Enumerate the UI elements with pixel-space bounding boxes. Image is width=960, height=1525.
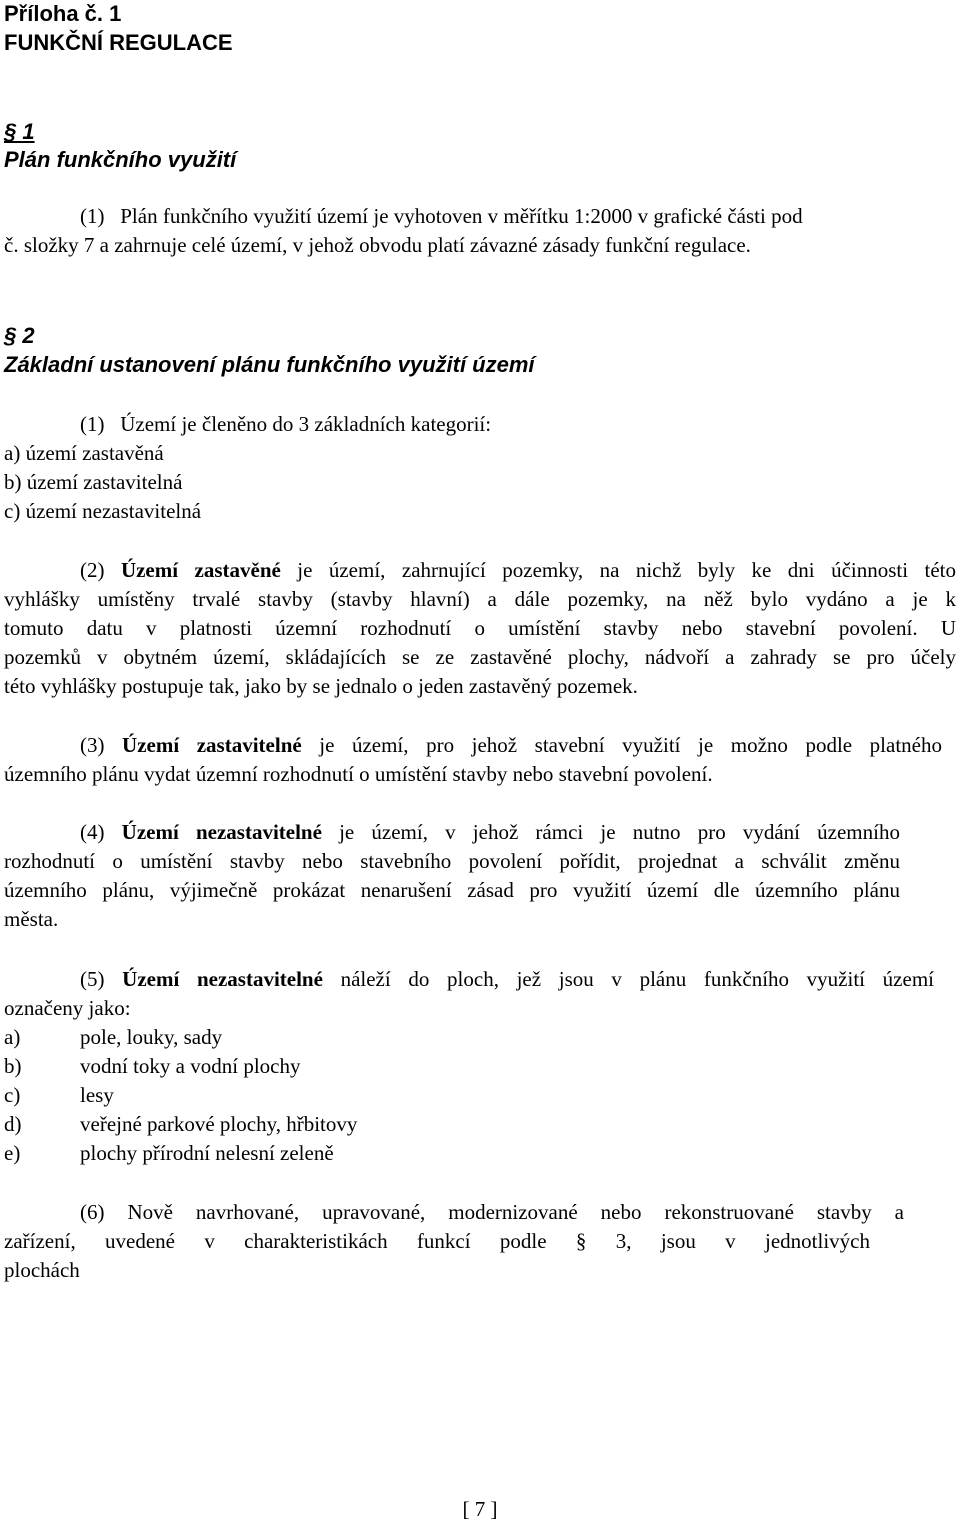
paragraph-6-line-3: plochách: [4, 1258, 80, 1282]
paragraph-3-number: (3): [80, 733, 123, 757]
list-item: [4, 1110, 934, 1139]
list-item: [4, 1139, 934, 1168]
section-1-paragraph-line-1: (1) Plán funkčního využití území je vyhotoven v měřítku 1:2000 v grafické části pod: [80, 204, 803, 228]
section-2-p1-intro: (1) Území je členěno do 3 základních kategorií:: [80, 412, 492, 436]
category-item: c) území nezastavitelná: [4, 499, 202, 523]
term-uzemi-nezastavitelne: Území nezastavitelné: [121, 820, 322, 844]
paragraph-6-line-2: zařízení, uvedené v charakteristikách funkcí podle § 3, jsou v jednotlivých: [4, 1229, 870, 1253]
list-item-label: a): [4, 1025, 21, 1049]
list-item-label: d): [4, 1112, 22, 1136]
paragraph-2-line-2: vyhlášky umístěny trvalé stavby (stavby hlavní) a dále pozemky, na něž bylo vydáno a je k: [4, 587, 956, 611]
section-1-number: § 1: [4, 119, 35, 144]
list-item-text: plochy přírodní nelesní zeleně: [80, 1141, 334, 1165]
section-1-paragraph-line-2: č. složky 7 a zahrnuje celé území, v jehož obvodu platí závazné zásady funkční regulace.: [4, 233, 751, 257]
list-item: [4, 1023, 934, 1052]
paragraph-5-number: (5): [80, 967, 123, 991]
paragraph-3-line-2: územního plánu vydat územní rozhodnutí o umístění stavby nebo stavební povolení.: [4, 762, 713, 786]
section-1-title: Plán funkčního využití: [4, 147, 237, 172]
paragraph-3-line-1: je území, pro jehož stavební využití je možno podle platného: [301, 733, 942, 757]
annex-label: Příloha č. 1: [4, 1, 122, 26]
paragraph-4-line-4: města.: [4, 907, 59, 931]
list-item-text: lesy: [80, 1083, 114, 1107]
paragraph-4: [4, 818, 900, 934]
paragraph-2-line-3: tomuto datu v platnosti územní rozhodnutí o umístění stavby nebo stavební povolení. U: [4, 616, 956, 640]
list-item-label: b): [4, 1054, 22, 1078]
category-item: a) území zastavěná: [4, 441, 164, 465]
paragraph-3: [4, 731, 942, 789]
term-uzemi-zastavitelne: Území zastavitelné: [122, 733, 302, 757]
list-item-text: pole, louky, sady: [80, 1025, 223, 1049]
paragraph-4-number: (4): [80, 820, 122, 844]
list-item-text: veřejné parkové plochy, hřbitovy: [80, 1112, 358, 1136]
paragraph-4-line-2: rozhodnutí o umístění stavby nebo stavebního povolení pořídit, projednat a schválit změnu: [4, 849, 900, 873]
list-item-label: e): [4, 1141, 21, 1165]
list-item-label: c): [4, 1083, 21, 1107]
paragraph-2-line-1: je území, zahrnující pozemky, na nichž byly ke dni účinnosti této: [280, 558, 956, 582]
term-uzemi-zastavene: Území zastavěné: [120, 558, 281, 582]
paragraph-5: [4, 965, 934, 1168]
list-item: [4, 1081, 934, 1110]
section-2-title: Základní ustanovení plánu funkčního využití území: [4, 352, 535, 377]
list-item: [4, 1052, 934, 1081]
page-number: [ 7 ]: [462, 1497, 498, 1521]
list-item-text: vodní toky a vodní plochy: [80, 1054, 301, 1078]
paragraph-6-line-1: (6) Nově navrhované, upravované, modernizované nebo rekonstruované stavby a: [80, 1200, 904, 1224]
paragraph-6: [4, 1198, 904, 1285]
paragraph-2: [4, 556, 956, 701]
paragraph-2-number: (2): [80, 558, 121, 582]
paragraph-5-line-1: náleží do ploch, jež jsou v plánu funkčního využití území: [322, 967, 934, 991]
paragraph-5-line-2: označeny jako:: [4, 996, 131, 1020]
paragraph-4-line-3: územního plánu, výjimečně prokázat nenarušení zásad pro využití území dle územního plánu: [4, 878, 900, 902]
paragraph-2-line-5: této vyhlášky postupuje tak, jako by se jednalo o jeden zastavěný pozemek.: [4, 674, 638, 698]
term-uzemi-nezastavitelne-2: Území nezastavitelné: [122, 967, 323, 991]
paragraph-2-line-4: pozemků v obytném území, skládajících se ze zastavěné plochy, nádvoří a zahrady se pro účely: [4, 645, 956, 669]
section-2-number: § 2: [4, 323, 35, 348]
document-title: FUNKČNÍ REGULACE: [4, 30, 233, 55]
paragraph-4-line-1: je území, v jehož rámci je nutno pro vydání územního: [321, 820, 900, 844]
category-item: b) území zastavitelná: [4, 470, 183, 494]
